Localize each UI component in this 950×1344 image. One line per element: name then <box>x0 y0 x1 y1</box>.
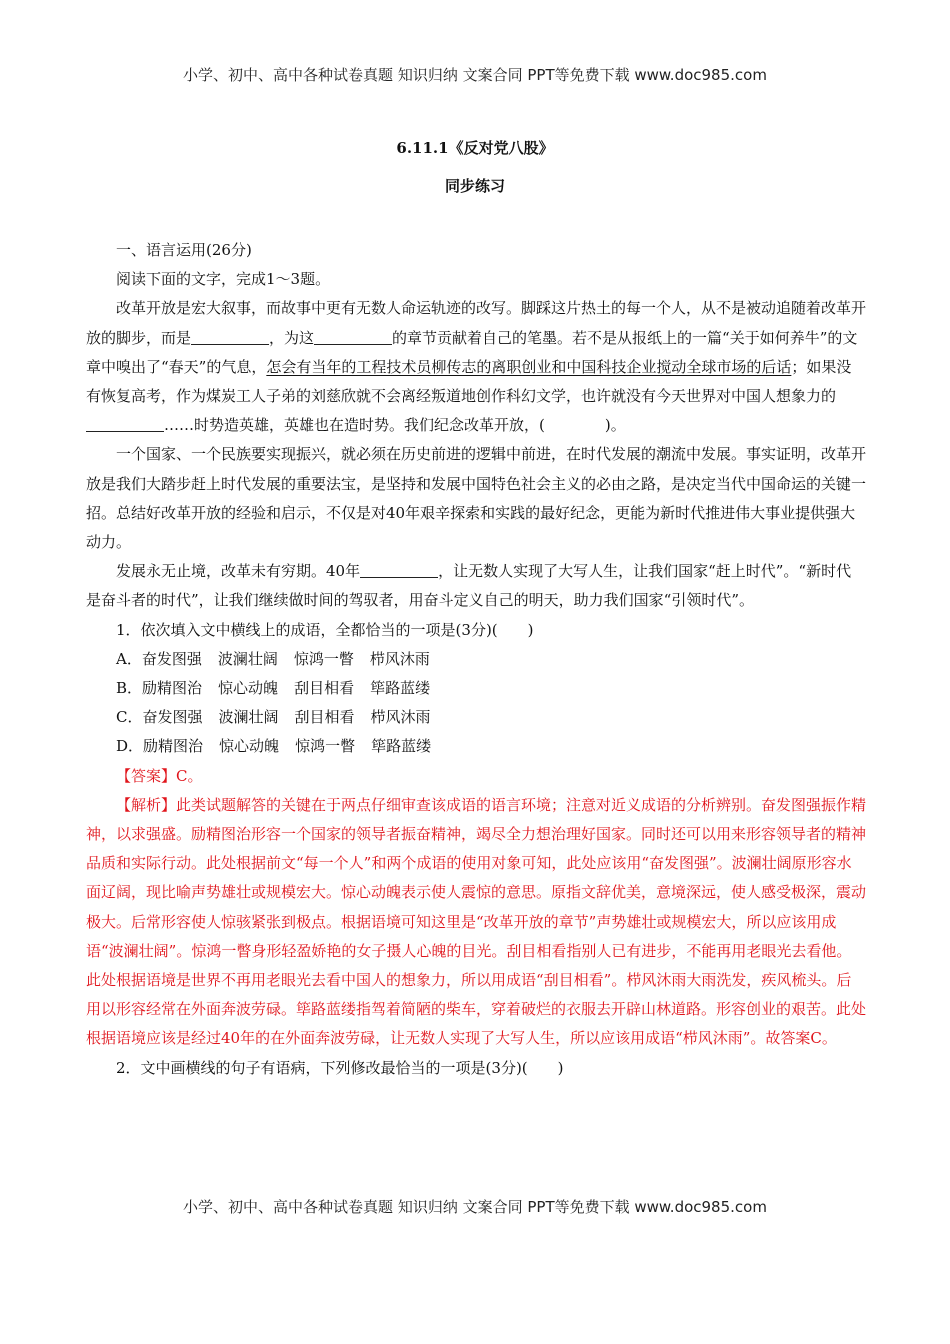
option-letter: A． <box>116 649 142 668</box>
question-2: 2．文中画横线的句子有语病，下列修改最恰当的一项是(3分)( ) <box>116 1058 564 1077</box>
page-footer: 小学、初中、高中各种试卷真题 知识归纳 文案合同 PPT等免费下载 www.doc985.com <box>183 1198 767 1216</box>
fill-blank-3 <box>86 416 164 432</box>
option-word: 筚路蓝缕 <box>371 737 432 756</box>
option-letter: D． <box>116 737 144 756</box>
option-word: 奋发图强 <box>141 649 202 668</box>
option-word: 奋发图强 <box>142 708 203 727</box>
option-word: 波澜壮阔 <box>218 708 279 727</box>
underlined-sentence: 怎会有当年的工程技术员柳传志的离职创业和中国科技企业搅动全球市场的后话 <box>266 357 792 376</box>
passage-paragraph-3 <box>86 557 866 615</box>
option-word: 惊鸿一瞥 <box>295 737 356 756</box>
fill-blank-1 <box>191 329 269 345</box>
para3-part-b: ，让无数人实现了大写人生，让我们国家“赶上时代”。“新时代是奋斗者的时代”，让我们继续做时间的驾驭者，用奋斗定义自己的明天，助力我们国家“引领时代”。 <box>86 562 852 610</box>
option-d <box>86 732 866 761</box>
option-word: 惊鸿一瞥 <box>293 649 354 668</box>
option-word: 筚路蓝缕 <box>370 679 431 698</box>
para1-part-a: 改革开放是宏大叙事，而故事中更有无数人命运轨迹的改写。脚踩这片热土的每一个人，从不是被动追随着改革开放的脚步，而是 <box>86 299 867 347</box>
para1-part-d: ；如果没有恢复高考，作为煤炭工人子弟的刘慈欣就不会离经叛道地创作科幻文学，也许就没有今天世界对中国人想象力的 <box>86 357 852 406</box>
option-word: 惊心动魄 <box>219 737 280 756</box>
option-b <box>86 674 866 703</box>
para1-part-b: ，为这 <box>269 328 315 347</box>
page-header: 小学、初中、高中各种试卷真题 知识归纳 文案合同 PPT等免费下载 www.doc985.com <box>183 66 767 84</box>
option-c <box>86 703 866 732</box>
para1-part-c: 的章节贡献着自己的笔墨。若不是从报纸上的一篇“关于如何养牛”的文章中嗅出了“春天”的气息， <box>86 328 858 376</box>
option-a <box>86 645 866 674</box>
passage-paragraph-1 <box>86 294 866 440</box>
option-word: 刮目相看 <box>294 708 355 727</box>
option-word: 励精图治 <box>143 737 204 756</box>
para1-part-e: ……时势造英雄，英雄也在造时势。我们纪念改革开放，( <box>164 416 545 435</box>
option-word: 刮目相看 <box>294 679 355 698</box>
fill-blank-4 <box>360 562 438 578</box>
document-body <box>86 236 866 1083</box>
option-word: 波澜壮阔 <box>217 649 278 668</box>
section-heading: 一、语言运用(26分) <box>116 241 252 259</box>
document-title: 6.11.1《反对党八股》 <box>396 139 554 157</box>
document-subtitle: 同步练习 <box>444 177 505 195</box>
option-word: 惊心动魄 <box>218 679 279 698</box>
analysis-text: 【解析】此类试题解答的关键在于两点仔细审查该成语的语言环境；注意对近义成语的分析辨别。奋发图强振作精神，以求强盛。励精图治形容一个国家的领导者振奋精神，竭尽全力想治理好国家。同时还可以用来形容领导者的精神品质和实际行动。此处根据前文“每一个人”和两个成语的使用对象可知，此处应该用“奋发图强”。波澜壮阔原形容水面辽阔，现比喻声势雄壮或规模宏大。惊心动魄表示使人震惊的意思。原指文辞优美，意境深远，使人感受极深，震动极大。后常形容使人惊骇紧张到极点。根据语境可知这里是“改革开放的章节”声势雄壮或规模宏大，所以应该用成语“波澜壮阔”。惊鸿一瞥身形轻盈娇艳的女子摄人心魄的目光。刮目相看指别人已有进步，不能再用老眼光去看他。此处根据语境是世界不再用老眼光去看中国人的想象力，所以用成语“刮目相看”。栉风沐雨大雨洗发，疾风梳头。后用以形容经常在外面奔波劳碌。筚路蓝缕指驾着简陋的柴车，穿着破烂的衣服去开辟山林道路。形容创业的艰苦。此处根据语境应该是经过40年的在外面奔波劳碌，让无数人实现了大写人生，所以应该用成语“栉风沐雨”。故答案C。 <box>86 795 867 1048</box>
option-word: 栉风沐雨 <box>370 708 431 727</box>
question-1: 1．依次填入文中横线上的成语，全都恰当的一项是(3分)( ) <box>116 620 534 639</box>
option-word: 励精图治 <box>142 679 203 698</box>
para1-part-f: )。 <box>604 416 626 435</box>
passage-paragraph-2: 一个国家、一个民族要实现振兴，就必须在历史前进的逻辑中前进，在时代发展的潮流中发展。事实证明，改革开放是我们大踏步赶上时代发展的重要法宝，是坚持和发展中国特色社会主义的必由之路，是决定当代中国命运的关键一招。总结好改革开放的经验和启示，不仅是对40年艰辛探索和实践的最好纪念，更能为新时代推进伟大事业提供强大动力。 <box>86 445 867 552</box>
answer-text: 【答案】C。 <box>116 766 203 785</box>
option-letter: B． <box>116 679 143 698</box>
para3-part-a: 发展永无止境，改革未有穷期。40年 <box>116 562 361 581</box>
option-letter: C． <box>116 708 143 727</box>
fill-blank-2 <box>314 329 392 345</box>
option-word: 栉风沐雨 <box>369 649 430 668</box>
reading-instruction: 阅读下面的文字，完成1～3题。 <box>116 270 331 289</box>
